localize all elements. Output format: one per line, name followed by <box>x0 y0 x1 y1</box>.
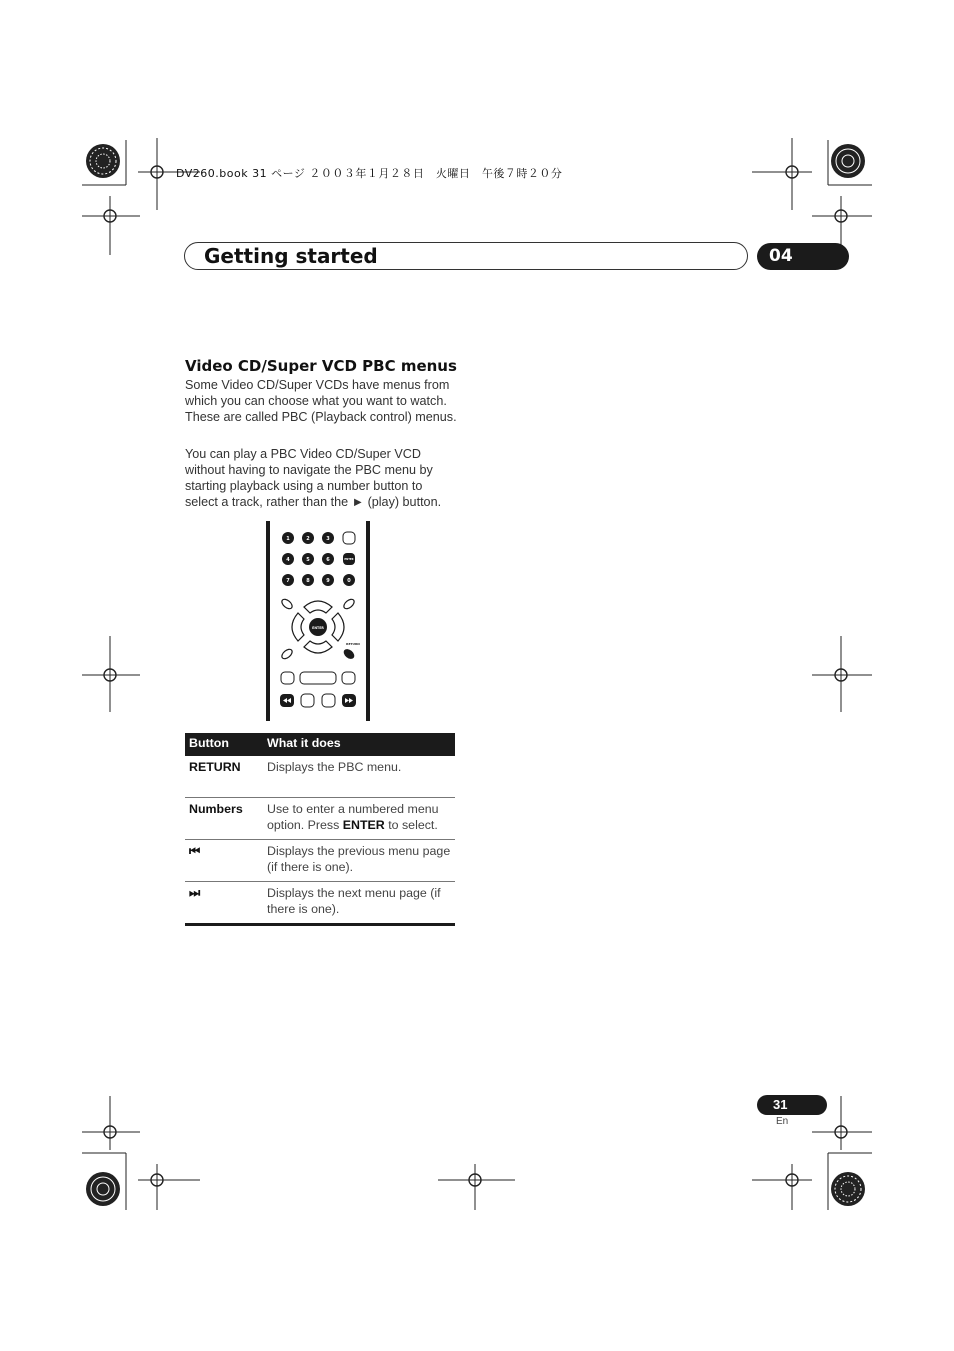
chapter-number-badge: 04 <box>757 243 849 270</box>
table-row <box>185 798 455 840</box>
remote-control-illustration <box>266 521 372 721</box>
digit-5-label: 5 <box>306 557 310 563</box>
table-header <box>185 733 455 756</box>
table-header-description: What it does <box>267 736 341 750</box>
return-label: RETURN <box>346 642 360 646</box>
table-header-button: Button <box>189 736 229 750</box>
row-button-numbers: Numbers <box>189 802 243 816</box>
digit-3-label: 3 <box>326 536 330 542</box>
digit-4-label: 4 <box>286 557 290 563</box>
row-description <box>267 801 455 833</box>
digit-7-label: 7 <box>286 578 290 584</box>
row-description-text: Use to enter a numbered menu option. Press <box>267 802 439 832</box>
next-track-icon: ⏭ <box>189 886 201 900</box>
digit-2-label: 2 <box>306 536 310 542</box>
chapter-title: Getting started <box>204 244 378 268</box>
table-row <box>185 882 455 926</box>
language-code: En <box>776 1116 789 1127</box>
page-number-badge: 31 <box>757 1095 827 1115</box>
digit-1-label: 1 <box>286 536 290 542</box>
digit-0-label: 0 <box>347 578 351 584</box>
print-slug-header: DV260.book 31 ページ ２００３年１月２８日 火曜日 午後７時２０分 <box>176 167 563 180</box>
enter-center-label: ENTER <box>312 626 324 630</box>
row-description: Displays the PBC menu. <box>267 760 402 774</box>
table-row <box>185 756 455 798</box>
section-heading: Video CD/Super VCD PBC menus <box>185 357 457 375</box>
intro-paragraph: Some Video CD/Super VCDs have menus from which you can choose what you want to watch. These are called PBC (Playback control) menus. <box>185 378 457 424</box>
previous-track-icon: ⏮ <box>189 844 201 858</box>
enter-key-name: ENTER <box>342 818 385 832</box>
digit-6-label: 6 <box>326 557 330 563</box>
digit-8-label: 8 <box>306 578 310 584</box>
table-row <box>185 840 455 882</box>
enter-key-small-label: ENTER <box>344 558 354 561</box>
row-description: Displays the next menu page (if there is one). <box>267 886 441 916</box>
return-button <box>342 647 356 661</box>
pbc-buttons-table <box>185 733 455 926</box>
row-description-text-end: to select. <box>384 818 438 832</box>
digit-9-label: 9 <box>326 578 330 584</box>
row-description: Displays the previous menu page (if there is one). <box>267 844 451 874</box>
usage-paragraph: You can play a PBC Video CD/Super VCD without having to navigate the PBC menu by starting playback using a number button to select a track, rather than the ► (play) button. <box>185 447 442 509</box>
row-button-return: RETURN <box>189 760 241 774</box>
